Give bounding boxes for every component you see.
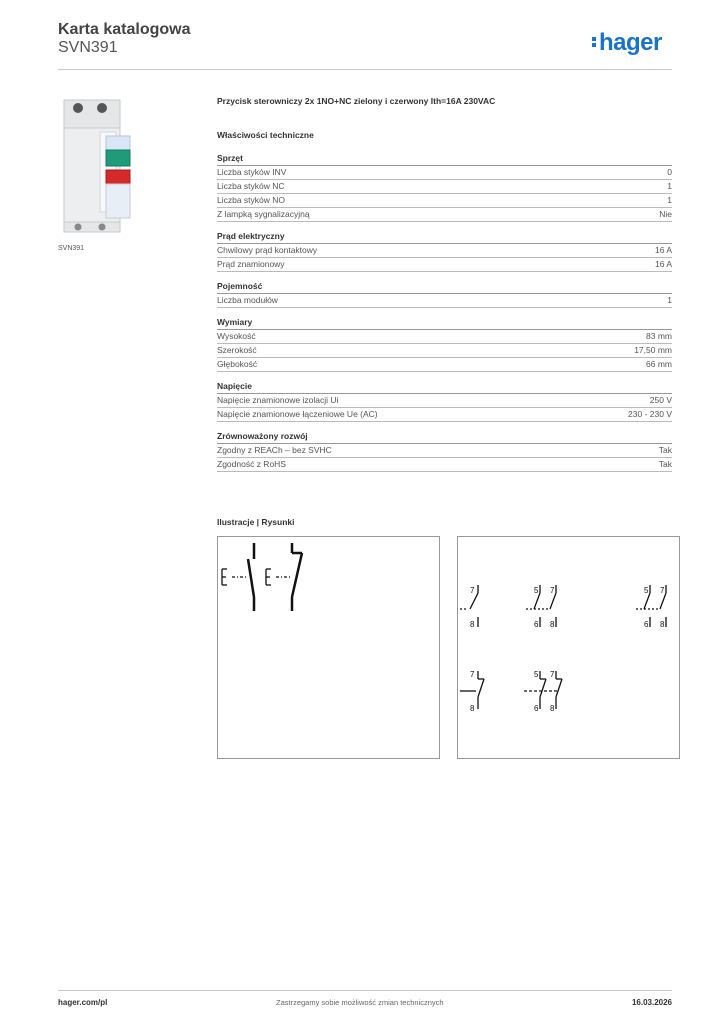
terminal-label: 8 — [550, 620, 555, 629]
spec-value: Tak — [658, 459, 672, 469]
spec-value: 230 - 230 V — [628, 409, 672, 419]
section-title: Napięcie — [217, 381, 672, 394]
spec-row — [217, 330, 672, 344]
spec-row — [217, 344, 672, 358]
terminal-label: 7 — [660, 586, 665, 595]
spec-section — [217, 431, 672, 472]
spec-content — [217, 96, 672, 481]
properties-heading: Właściwości techniczne — [217, 130, 314, 140]
spec-value: 250 V — [649, 395, 672, 405]
brand-logo: hager — [592, 29, 662, 57]
page-subtitle: SVN391 — [58, 39, 118, 56]
terminal-label: 7 — [470, 586, 475, 595]
terminal-label: 8 — [470, 620, 475, 629]
page-title: Karta katalogowa — [58, 21, 191, 38]
terminal-label: 8 — [470, 704, 475, 713]
spec-row — [217, 258, 672, 272]
spec-row — [217, 180, 672, 194]
spec-label: Liczba modułów — [217, 295, 278, 305]
spec-section — [217, 381, 672, 422]
footer-date: 16.03.2026 — [631, 998, 672, 1007]
product-title: Przycisk sterowniczy 2x 1NO+NC zielony i czerwony Ith=16A 230VAC — [217, 96, 496, 106]
product-photo — [58, 92, 201, 239]
footer-website[interactable]: hager.com/pl — [58, 998, 108, 1007]
spec-value: 16 A — [654, 259, 672, 269]
spec-section — [217, 281, 672, 308]
terminal-label: 5 — [534, 586, 539, 595]
terminal-label: 7 — [550, 586, 555, 595]
spec-section — [217, 153, 672, 222]
terminal-label: 5 — [644, 586, 649, 595]
spec-label: Z lampką sygnalizacyjną — [217, 209, 310, 219]
spec-value: 83 mm — [646, 331, 672, 341]
spec-label: Napięcie znamionowe izolacji Ui — [217, 395, 339, 405]
spec-label: Szerokość — [217, 345, 257, 355]
spec-label: Napięcie znamionowe łączeniowe Ue (AC) — [217, 409, 378, 419]
spec-label: Prąd znamionowy — [217, 259, 285, 269]
section-title: Prąd elektryczny — [217, 231, 672, 244]
terminal-label: 6 — [644, 620, 649, 629]
spec-row — [217, 358, 672, 372]
spec-row — [217, 394, 672, 408]
spec-section — [217, 231, 672, 272]
section-title: Zrównoważony rozwój — [217, 431, 672, 444]
spec-row — [217, 166, 672, 180]
terminal-label: 6 — [534, 704, 539, 713]
section-title: Sprzęt — [217, 153, 672, 166]
terminal-label: 8 — [660, 620, 665, 629]
spec-value: Nie — [659, 209, 672, 219]
spec-value: 1 — [667, 195, 672, 205]
spec-row — [217, 294, 672, 308]
spec-value: 0 — [667, 167, 672, 177]
spec-sections — [217, 153, 672, 472]
spec-row — [217, 408, 672, 422]
spec-label: Liczba styków NO — [217, 195, 286, 205]
spec-value: Tak — [658, 445, 672, 455]
spec-value: 66 mm — [646, 359, 672, 369]
spec-label: Zgodny z REACh – bez SVHC — [217, 445, 332, 455]
section-title: Wymiary — [217, 317, 672, 330]
photo-caption: SVN391 — [58, 245, 85, 252]
spec-label: Liczba styków INV — [217, 167, 287, 177]
spec-row — [217, 244, 672, 258]
spec-section — [217, 317, 672, 372]
terminal-label: 7 — [470, 670, 475, 679]
spec-value: 1 — [667, 295, 672, 305]
spec-label: Wysokość — [217, 331, 256, 341]
spec-row — [217, 194, 672, 208]
footer-disclaimer: Zastrzegamy sobie możliwość zmian technicznych — [276, 998, 444, 1007]
header-divider — [58, 69, 672, 70]
spec-label: Głębokość — [217, 359, 258, 369]
terminal-label: 6 — [534, 620, 539, 629]
spec-label: Liczba styków NC — [217, 181, 285, 191]
terminal-label: 8 — [550, 704, 555, 713]
spec-label: Zgodność z RoHS — [217, 459, 286, 469]
spec-value: 17,50 mm — [634, 345, 672, 355]
footer-divider — [58, 990, 672, 991]
spec-label: Chwilowy prąd kontaktowy — [217, 245, 318, 255]
terminal-label: 5 — [534, 670, 539, 679]
spec-row — [217, 458, 672, 472]
spec-value: 1 — [667, 181, 672, 191]
front-view-drawing — [217, 536, 440, 759]
spec-row — [217, 444, 672, 458]
spec-row — [217, 208, 672, 222]
illustrations-heading: Ilustracje | Rysunki — [217, 517, 295, 527]
terminal-label: 7 — [550, 670, 555, 679]
section-title: Pojemność — [217, 281, 672, 294]
wiring-diagram — [457, 536, 680, 759]
spec-value: 16 A — [654, 245, 672, 255]
